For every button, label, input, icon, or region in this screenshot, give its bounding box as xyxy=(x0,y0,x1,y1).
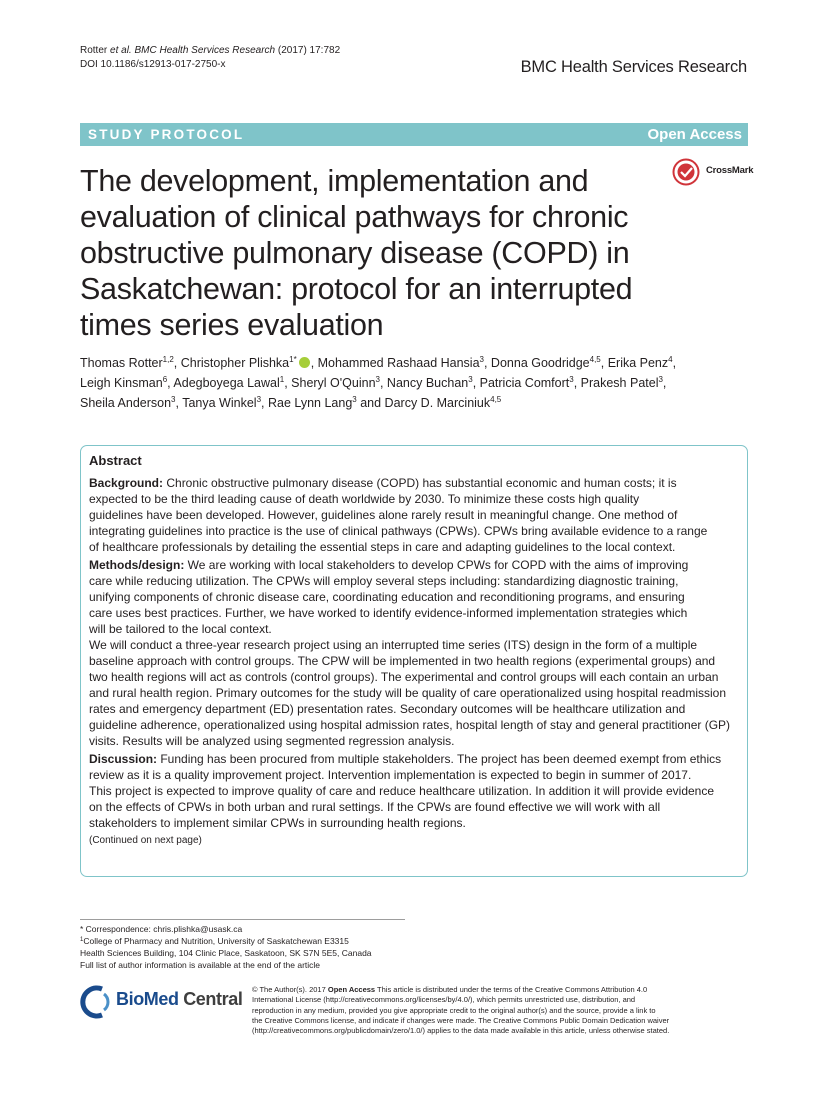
footnotes xyxy=(80,923,372,971)
biomed-central-logo[interactable] xyxy=(80,985,243,1021)
crossmark-label: CrossMark xyxy=(706,165,754,176)
discussion-text: on the effects of CPWs in both urban and rural settings. If the CPWs are found effective we will work with all xyxy=(89,800,661,814)
author-name[interactable]: Thomas Rotter xyxy=(80,356,163,370)
methods-text: two health regions will act as controls (control groups). The experimental and control groups will each contain an urban xyxy=(89,670,719,684)
author-name[interactable]: Leigh Kinsman xyxy=(80,376,163,390)
continued-note: (Continued on next page) xyxy=(89,835,202,846)
author-name[interactable]: , Prakesh Patel xyxy=(573,376,659,390)
author-affiliation: 6 xyxy=(162,375,168,384)
discussion-label: Discussion: xyxy=(89,752,158,766)
author-affiliation: 4,5 xyxy=(490,395,502,404)
author-affiliation: 3 xyxy=(256,395,262,404)
background-text: integrating guidelines into practice is the use of clinical pathways (CPWs). CPWs bring available evidence to a range xyxy=(89,524,708,538)
background-label: Background: xyxy=(89,476,164,490)
author-name[interactable]: , Patricia Comfort xyxy=(472,376,570,390)
author-affiliation: 3 xyxy=(375,375,380,384)
title-line: Saskatchewan: protocol for an interrupted xyxy=(80,272,633,306)
citation-journal: et al. BMC Health Services Research xyxy=(110,45,276,56)
methods-text: We will conduct a three-year research project using an interrupted time series (ITS) design in the form of a multiple xyxy=(89,638,698,652)
copyright-text: © The Author(s). 2017 xyxy=(252,985,328,994)
author-affiliation: 4,5 xyxy=(589,355,601,364)
author-affiliation: 1 xyxy=(279,375,285,384)
abstract-content xyxy=(89,453,739,849)
methods-label: Methods/design: xyxy=(89,558,185,572)
article-type-banner xyxy=(80,123,748,146)
logo-biomed-text: BioMed xyxy=(116,989,184,1009)
article-type-label: STUDY PROTOCOL xyxy=(88,127,245,142)
author-line xyxy=(80,353,748,373)
author-affiliation: 1,2 xyxy=(162,355,174,364)
citation-authors: Rotter xyxy=(80,45,111,56)
license-text xyxy=(252,985,752,1036)
correspondence-note[interactable]: * Correspondence: chris.plishka@usask.ca xyxy=(80,924,243,934)
author-name[interactable]: , Adegboyega Lawal xyxy=(167,376,280,390)
methods-text: baseline approach with control groups. The CPW will be implemented in two health regions (experimental groups) and xyxy=(89,654,716,668)
author-name[interactable]: , Christopher Plishka xyxy=(173,356,290,370)
discussion-text: stakeholders to implement similar CPWs in surrounding health regions. xyxy=(89,816,466,830)
crossmark-badge[interactable] xyxy=(672,158,752,186)
author-separator: , xyxy=(662,376,667,390)
author-info-note: Full list of author information is available at the end of the article xyxy=(80,960,321,970)
title-line: evaluation of clinical pathways for chronic xyxy=(80,200,629,234)
author-name[interactable]: , Rae Lynn Lang xyxy=(261,396,353,410)
author-affiliation: 3 xyxy=(658,375,663,384)
author-affiliation: 3 xyxy=(171,395,176,404)
license-line: (http://creativecommons.org/publicdomain/zero/1.0/) applies to the data made available in this article, unless otherwise stated. xyxy=(252,1026,670,1036)
citation-block xyxy=(80,44,340,72)
background-text: guidelines have been developed. However, guidelines alone rarely result in meaningful change. One method of xyxy=(89,508,678,522)
author-line xyxy=(80,373,748,393)
author-name[interactable]: , Donna Goodridge xyxy=(483,356,590,370)
open-access-label: Open Access xyxy=(647,126,742,143)
abstract-discussion xyxy=(89,751,739,831)
author-name[interactable]: and Darcy D. Marciniuk xyxy=(356,396,491,410)
license-line: the Creative Commons license, and indicate if changes were made. The Creative Commons Public Domain Dedication waiver xyxy=(252,1015,670,1025)
discussion-text: This project is expected to improve quality of care and reduce healthcare utilization. In addition it will provide evidence xyxy=(89,784,715,798)
doi-link[interactable]: DOI 10.1186/s12913-017-2750-x xyxy=(80,59,226,70)
methods-text: care while reducing utilization. The CPWs will employ several steps including: standardizing diagnostic training, xyxy=(89,574,679,588)
license-line: International License (http://creativecommons.org/licenses/by/4.0/), which permits unrestricted use, distribution, and xyxy=(252,995,636,1005)
author-affiliation: 3 xyxy=(352,395,357,404)
methods-text: rates and emergency department (ED) presentation rates. Secondary outcomes will be healthcare utilization and xyxy=(89,702,686,716)
journal-name: BMC Health Services Research xyxy=(520,58,747,76)
author-affiliation: 3 xyxy=(569,375,574,384)
title-line: The development, implementation and xyxy=(80,164,589,198)
affiliation-text: College of Pharmacy and Nutrition, University of Saskatchewan E3315 xyxy=(83,936,349,946)
logo-central-text: Central xyxy=(183,989,243,1009)
methods-text: care uses best practices. Further, we have worked to identify evidence-informed implementation strategies which xyxy=(89,606,688,620)
methods-text: guideline adherence, operationalized using hospital admission rates, hospital length of stay and general practitioner (GP) xyxy=(89,718,731,732)
methods-text: visits. Results will be analyzed using segmented regression analysis. xyxy=(89,734,455,748)
author-line xyxy=(80,393,748,413)
footnote-divider xyxy=(80,919,405,920)
methods-text: and rural health region. Primary outcomes for the study will be quality of care operationalized using hospital readmission xyxy=(89,686,727,700)
author-affiliation: 3 xyxy=(479,355,484,364)
author-name[interactable]: , Mohammed Rashaad Hansia xyxy=(310,356,480,370)
orcid-icon[interactable] xyxy=(299,357,310,368)
author-affiliation: 1* xyxy=(289,355,297,364)
citation-year-volume: (2017) 17:782 xyxy=(275,45,341,56)
abstract-heading: Abstract xyxy=(89,453,142,468)
affiliation-marker: 1 xyxy=(80,937,84,943)
methods-text: will be tailored to the local context. xyxy=(89,622,272,636)
author-affiliation: 4 xyxy=(668,355,673,364)
article-title xyxy=(80,163,680,343)
background-text: of healthcare professionals by detailing the essential steps in care and adapting guidelines to the local context. xyxy=(89,540,676,554)
author-list xyxy=(80,353,748,413)
author-name[interactable]: , Erika Penz xyxy=(600,356,669,370)
license-line: reproduction in any medium, provided you give appropriate credit to the original author(s) and the source, provide a link to xyxy=(252,1005,656,1015)
title-line: obstructive pulmonary disease (COPD) in xyxy=(80,236,630,270)
author-name[interactable]: , Tanya Winkel xyxy=(175,396,257,410)
methods-text: unifying components of chronic disease care, coordinating education and reconditioning programs, and ensuring xyxy=(89,590,685,604)
author-name[interactable]: Sheila Anderson xyxy=(80,396,172,410)
author-name[interactable]: , Sheryl O'Quinn xyxy=(284,376,376,390)
discussion-text: review as it is a quality improvement project. Intervention implementation is expected to begin in summer of 2017. xyxy=(89,768,692,782)
abstract-methods xyxy=(89,557,739,749)
abstract-box xyxy=(80,445,748,877)
background-text: expected to be the third leading cause of death worldwide by 2030. To minimize these costs high quality xyxy=(89,492,640,506)
biomed-central-icon xyxy=(80,985,112,1019)
author-affiliation: 3 xyxy=(468,375,473,384)
author-name[interactable]: , Nancy Buchan xyxy=(379,376,469,390)
license-line: This article is distributed under the terms of the Creative Commons Attribution 4.0 xyxy=(375,985,648,994)
abstract-background xyxy=(89,475,739,555)
discussion-text: Funding has been procured from multiple stakeholders. The project has been deemed exempt from ethics xyxy=(157,752,722,766)
methods-text: We are working with local stakeholders to develop CPWs for COPD with the aims of improving xyxy=(184,558,689,572)
background-text: Chronic obstructive pulmonary disease (COPD) has substantial economic and human costs; it is xyxy=(163,476,677,490)
title-line: times series evaluation xyxy=(80,308,384,342)
open-access-bold: Open Access xyxy=(327,985,376,994)
affiliation-text: Health Sciences Building, 104 Clinic Place, Saskatoon, SK S7N 5E5, Canada xyxy=(80,948,372,958)
author-separator: , xyxy=(672,356,677,370)
